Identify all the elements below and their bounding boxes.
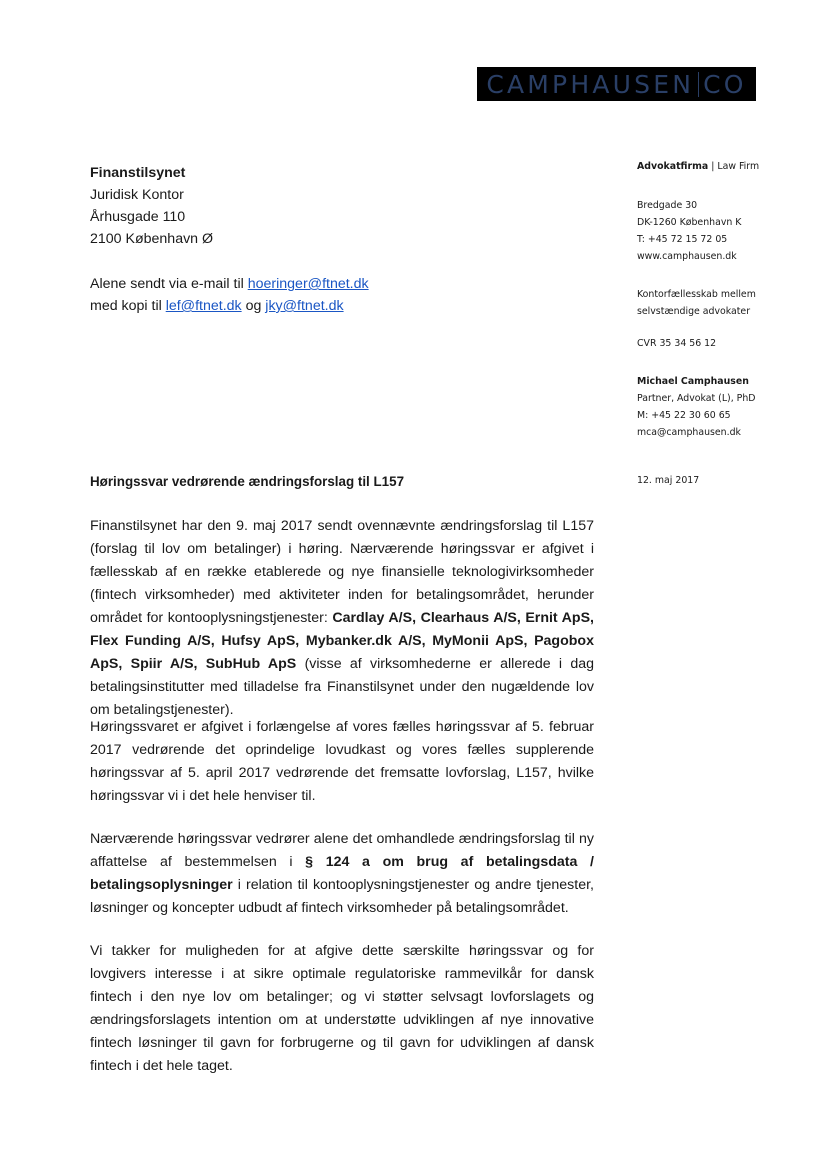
sent-prefix: Alene sendt via e-mail til	[90, 276, 248, 292]
paragraph-1	[90, 515, 594, 722]
firm-type	[637, 158, 759, 175]
firm-phone: T: +45 72 15 72 05	[637, 234, 728, 245]
recipient-address	[90, 162, 213, 250]
firm-web: www.camphausen.dk	[637, 251, 737, 262]
contact-person	[637, 373, 756, 441]
recipient-city: 2100 København Ø	[90, 231, 214, 247]
logo-text-co: CO	[703, 69, 747, 99]
logo-text-main: CAMPHAUSEN	[486, 69, 695, 99]
office-line-1: Kontorfællesskab mellem	[637, 289, 756, 300]
person-mobile: M: +45 22 30 60 65	[637, 410, 731, 421]
firm-street: Bredgade 30	[637, 200, 698, 211]
paragraph-2: Høringssvaret er afgivet i forlængelse af vores fælles høringssvar af 5. februar 2017 vedrørende det oprindelige lovudkast og vores fælles supplerende høringssvar af 5. april 2017 vedrørende det fremsatte lovforslag, L157, hvilke høringssvar vi i det hele henviser til.	[90, 719, 594, 804]
person-name: Michael Camphausen	[637, 376, 749, 387]
copy-join: og	[241, 298, 266, 314]
firm-office-note	[637, 286, 756, 320]
letter-date: 12. maj 2017	[637, 475, 700, 486]
copy-prefix: med kopi til	[90, 298, 166, 314]
p1-text-a: Finanstilsynet har den 9. maj 2017 sendt ovennævnte ændringsforslag til L157 (forslag til lov om betalinger) i høring. Nærværende høringssvar er afgivet i fællesskab af en række etablerede og nye finansielle teknologivirksomheder (fintech virksomheder) med aktiviteter inden for betalingsområdet, herunder området for kontooplysningstjenester:	[90, 518, 594, 626]
sent-line-1	[90, 273, 369, 295]
paragraph-3	[90, 828, 594, 920]
sent-via-block	[90, 273, 369, 317]
email-link-hoeringer[interactable]: hoeringer@ftnet.dk	[247, 276, 369, 292]
recipient-dept: Juridisk Kontor	[90, 187, 184, 203]
firm-contact	[637, 197, 741, 265]
paragraph-4: Vi takker for muligheden for at afgive dette særskilte høringssvar og for lovgivers interesse i at sikre optimale regulatoriske rammevilkår for dansk fintech i den nye lov om betalinger; og vi støtter selvsagt lovforslagets og ændringsforslagets intention om at understøtte udviklingen af nye innovative fintech løsninger til gavn for forbrugerne og til gavn for udviklingen af dansk fintech i det hele taget.	[90, 943, 594, 1074]
p3-text-a: Nærværende høringssvar vedrører alene det omhandlede ændringsforslag til ny affattelse af bestemmelsen i	[90, 831, 594, 870]
firm-type-bold: Advokatfirma	[637, 161, 709, 172]
letter-subject: Høringssvar vedrørende ændringsforslag til L157	[90, 474, 405, 489]
email-link-jky[interactable]: jky@ftnet.dk	[265, 298, 344, 314]
email-link-lef[interactable]: lef@ftnet.dk	[165, 298, 242, 314]
p1-text-b: (visse af virksomhederne er allerede i dag betalingsinstitutter med tilladelse fra Finanstilsynet under den nugældende lov om betalingstjenester).	[90, 656, 595, 718]
recipient-street: Århusgade 110	[90, 209, 186, 225]
firm-cvr: CVR 35 34 56 12	[637, 338, 717, 349]
person-title: Partner, Advokat (L), PhD	[637, 393, 756, 404]
firm-type-rest: | Law Firm	[708, 161, 760, 172]
p1-companies: Cardlay A/S, Clearhaus A/S, Ernit ApS, Flex Funding A/S, Hufsy ApS, Mybanker.dk A/S, MyMonii ApS, Pagobox ApS, Spiir A/S, SubHub ApS	[90, 610, 594, 672]
firm-logo	[477, 67, 756, 101]
firm-city: DK-1260 København K	[637, 217, 742, 228]
logo-divider	[698, 72, 699, 97]
person-email: mca@camphausen.dk	[637, 427, 741, 438]
office-line-2: selvstændige advokater	[637, 306, 751, 317]
sent-line-2	[90, 295, 369, 317]
recipient-name: Finanstilsynet	[90, 165, 186, 181]
p3-bold: § 124 a om brug af betalingsdata / betalingsoplysninger	[90, 854, 594, 893]
p3-text-b: i relation til kontooplysningstjenester og andre tjenester, løsninger og koncepter udbudt af fintech virksomheder på betalingsområdet.	[90, 877, 594, 916]
